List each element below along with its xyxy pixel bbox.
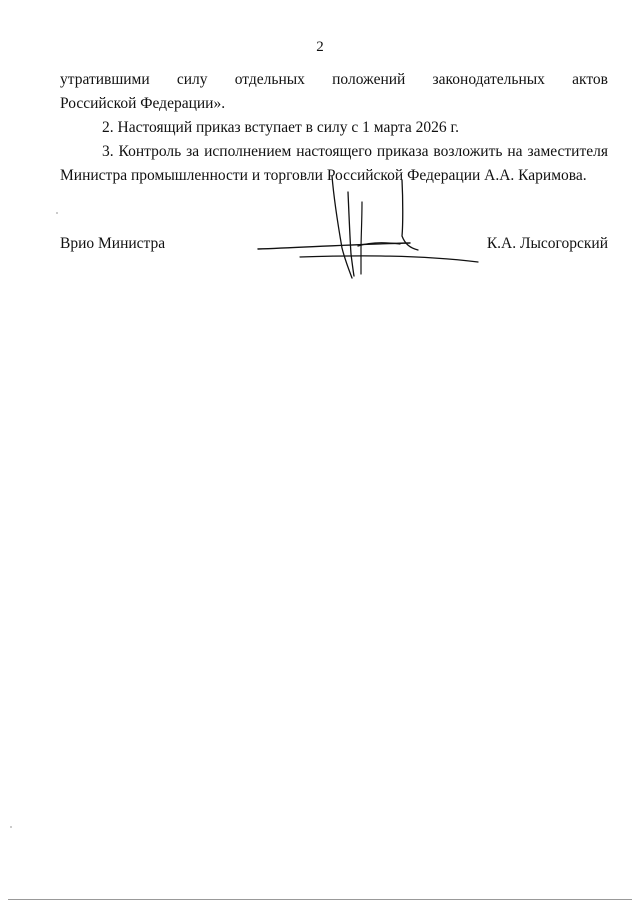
page-number: 2 (316, 39, 324, 55)
scan-edge-line (8, 899, 632, 900)
signature-stroke-2 (300, 256, 478, 262)
signature-stroke-1 (258, 243, 410, 249)
handwritten-signature (250, 170, 490, 280)
paragraph-continuation-line2: Российской Федерации». (60, 95, 226, 112)
scan-speck (56, 212, 58, 214)
signature-stroke-5 (361, 202, 362, 274)
scan-speck (10, 826, 12, 828)
signatory-title: Врио Министра (60, 235, 166, 252)
signature-stroke-4 (348, 192, 354, 276)
signatory-name: К.А. Лысогорский (486, 235, 608, 252)
paragraph-item-3-line2: Министра промышленности и торговли Российской Федерации А.А. Каримова. (60, 167, 587, 184)
paragraph-item-2: 2. Настоящий приказ вступает в силу с 1 марта 2026 г. (102, 119, 459, 136)
paragraph-continuation-line1: утратившими силу отдельных положений законодательных актов (60, 71, 608, 88)
signature-stroke-6 (402, 180, 418, 250)
paragraph-item-3-line1: 3. Контроль за исполнением настоящего приказа возложить на заместителя (102, 143, 608, 160)
